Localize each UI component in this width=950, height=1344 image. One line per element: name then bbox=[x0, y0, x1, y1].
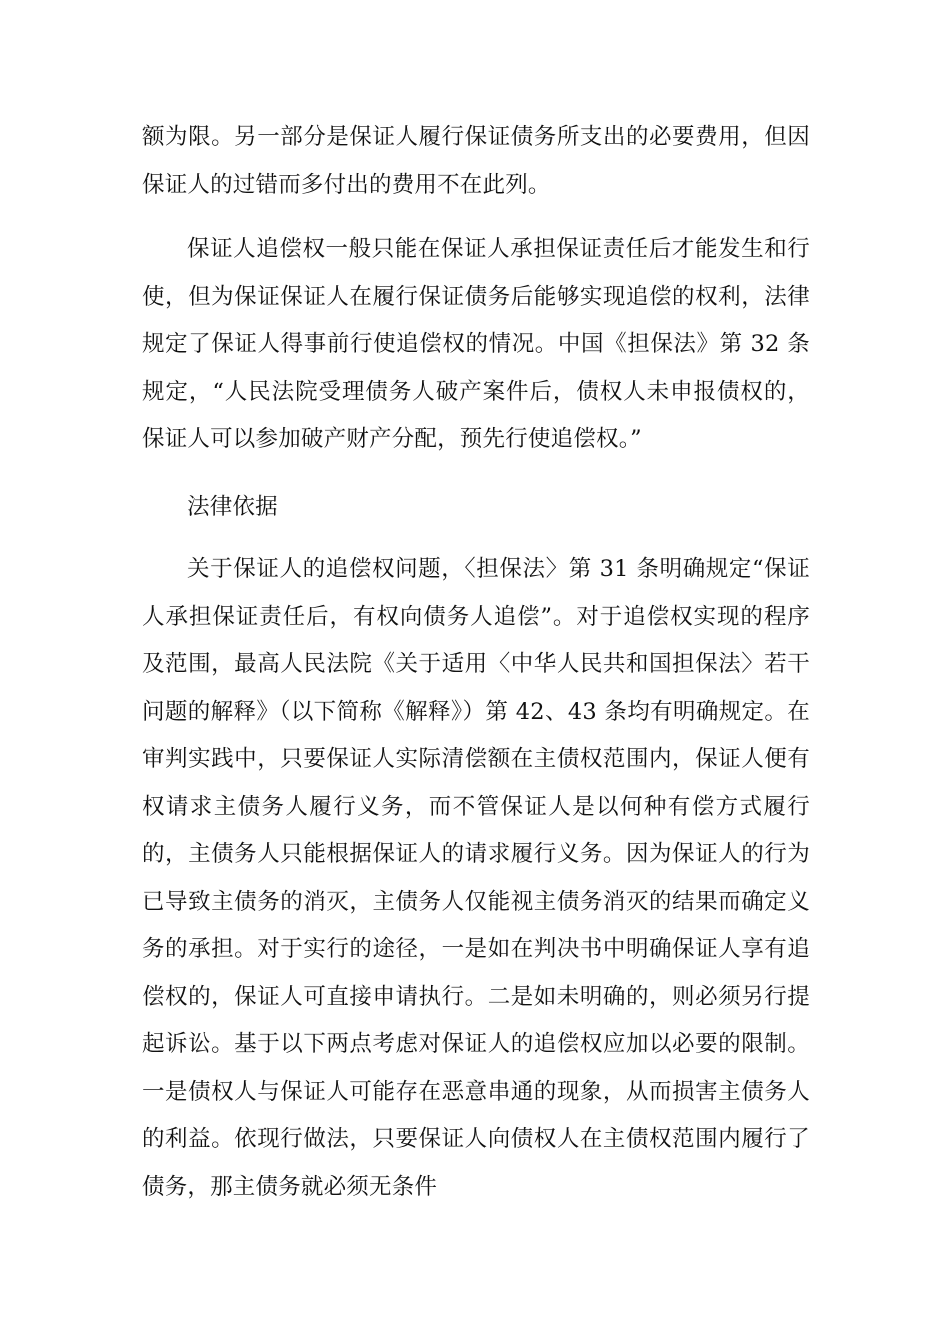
paragraph-continuation: 额为限。另一部分是保证人履行保证债务所支出的必要费用，但因保证人的过错而多付出的费用不在此列。 bbox=[142, 124, 810, 198]
paragraph-legal-basis: 关于保证人的追偿权问题，〈担保法〉第 31 条明确规定“保证人承担保证责任后，有权向债务人追偿”。对于追偿权实现的程序及范围，最高人民法院《关于适用〈中华人民共和国担保法〉若干问题的解释》（以下简称《解释》）第 42、43 条均有明确规定。在审判实践中，只要保证人实际清偿额在主债权范围内，保证人便有权请求主债务人履行义务，而不管保证人是以何种有偿方式履行的，主债务人只能根据保证人的请求履行义务。因为保证人的行为已导致主债务的消灭，主债务人仅能视主债务消灭的结果而确定义务的承担。对于实行的途径，一是如在判决书中明确保证人享有追偿权的，保证人可直接申请执行。二是如未明确的，则必须另行提起诉讼。基于以下两点考虑对保证人的追偿权应加以必要的限制。一是债权人与保证人可能存在恶意串通的现象，从而损害主债务人的利益。依现行做法，只要保证人向债权人在主债权范围内履行了债务，那主债务就必须无条件 bbox=[142, 556, 810, 1200]
paragraph-recourse-timing: 保证人追偿权一般只能在保证人承担保证责任后才能发生和行使，但为保证保证人在履行保证债务后能够实现追偿的权利，法律规定了保证人得事前行使追偿权的情况。中国《担保法》第 32 条规定，“人民法院受理债务人破产案件后，债权人未申报债权的，保证人可以参加破产财产分配，预先行使追偿权。” bbox=[142, 236, 810, 452]
section-heading-legal-basis: 法律依据 bbox=[187, 494, 278, 520]
